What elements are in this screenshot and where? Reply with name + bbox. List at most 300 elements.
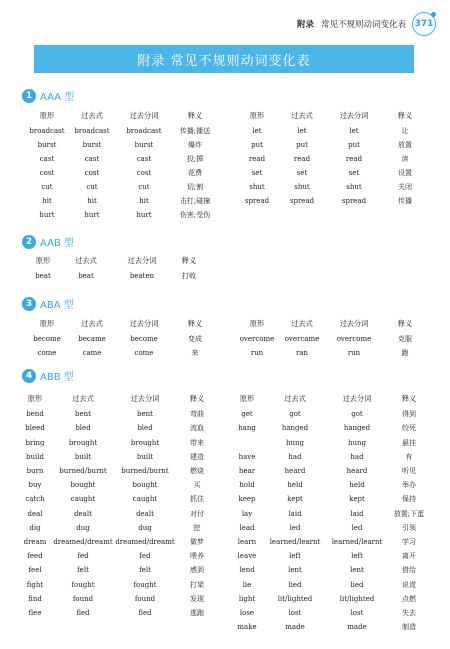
verb-past-participle: fought [133, 580, 157, 589]
verb-past-participle: beaten [129, 272, 155, 280]
verb-past-participle: dug [138, 523, 152, 532]
verb-past-tense: laid [288, 509, 302, 518]
verb-past-tense: bent [75, 410, 91, 419]
verb-meaning: 打败 [182, 272, 196, 280]
verb-meaning: 制造 [402, 623, 416, 632]
verb-meaning: 读 [401, 155, 409, 163]
verb-row [230, 407, 430, 421]
column-header: 过去分词 [130, 394, 160, 404]
verb-meaning: 来 [191, 349, 199, 357]
verb-past-tense: broadcast [74, 127, 110, 135]
verb-base-form [230, 436, 264, 450]
verb-row [18, 421, 218, 435]
verb-base-form: broadcast [29, 127, 65, 135]
verb-past-tense: beat [78, 272, 94, 280]
verb-base-form: fight [26, 580, 44, 589]
verb-row [230, 535, 430, 549]
table-aba-left [28, 316, 220, 360]
verb-meaning: 听见 [402, 467, 416, 476]
verb-meaning: 保持 [402, 495, 416, 504]
section-label: ABA 型 [40, 300, 74, 311]
verb-meaning: 爆炸 [188, 141, 202, 149]
verb-past-participle: set [348, 169, 360, 177]
section-number: 2 [22, 235, 36, 249]
verb-row [28, 152, 220, 166]
verb-meaning: 得到 [402, 410, 416, 419]
column-header: 原形 [249, 319, 265, 328]
verb-past-tense: found [72, 594, 94, 603]
verb-base-form: cast [39, 155, 55, 163]
verb-meaning: 关闭 [398, 183, 412, 191]
verb-row [230, 478, 430, 492]
verb-meaning: 学习 [402, 537, 416, 546]
verb-row [230, 549, 430, 563]
verb-row [230, 450, 430, 464]
verb-past-tense: lit/lighted [277, 594, 313, 603]
verb-row [18, 492, 218, 506]
verb-meaning: 传播 [398, 197, 412, 205]
verb-past-participle: lost [350, 608, 364, 617]
table-aba-right [238, 316, 430, 360]
verb-past-participle: overcome [336, 335, 372, 343]
verb-base-form: spread [244, 197, 270, 205]
verb-base-form: burn [26, 467, 44, 476]
verb-row [28, 194, 220, 208]
section-title-3 [22, 296, 74, 311]
verb-row [28, 269, 208, 283]
column-header: 原形 [39, 319, 55, 328]
verb-past-tense: burst [82, 141, 102, 149]
header-title: 常见不规则动词变化表 [320, 20, 406, 30]
table-header-row [230, 391, 430, 407]
column-header: 过去分词 [129, 111, 159, 120]
verb-past-tense: cost [84, 169, 100, 177]
verb-meaning: 放置 [398, 141, 412, 149]
verb-past-participle: run [347, 349, 361, 357]
verb-meaning: 有 [405, 452, 413, 461]
verb-row [28, 332, 220, 346]
verb-meaning: 绞死 [402, 424, 416, 433]
verb-past-tense: brought [68, 438, 98, 447]
verb-base-form: leave [237, 552, 257, 561]
column-header: 释义 [397, 319, 413, 328]
verb-row [18, 478, 218, 492]
verb-meaning: 燃烧 [190, 467, 204, 476]
verb-past-tense: hurt [84, 211, 100, 219]
verb-base-form: set [251, 169, 263, 177]
verb-past-participle: lent [350, 566, 364, 575]
verb-row [18, 577, 218, 591]
verb-past-tense: read [293, 155, 311, 163]
column-header: 过去分词 [127, 256, 157, 265]
verb-row [18, 507, 218, 521]
verb-base-form: lose [239, 608, 255, 617]
verb-base-form: dream [23, 537, 47, 546]
verb-base-form: read [248, 155, 266, 163]
verb-base-form: come [37, 349, 57, 357]
column-header: 释义 [181, 256, 197, 265]
verb-past-participle: heard [346, 467, 368, 476]
verb-meaning: 喂养 [190, 552, 204, 561]
table-header-row [238, 316, 430, 332]
verb-base-form: run [250, 349, 264, 357]
verb-base-form: shut [249, 183, 265, 191]
verb-base-form: lead [239, 523, 255, 532]
verb-row [238, 194, 430, 208]
column-header: 原形 [239, 394, 255, 404]
verb-past-tense: dreamed/dreamt [53, 537, 113, 546]
verb-meaning: 引领 [402, 523, 416, 532]
verb-row [230, 507, 430, 521]
badge-dot [431, 12, 436, 17]
verb-past-tense: learned/learnt [269, 537, 321, 546]
section-title-1 [22, 88, 74, 103]
verb-base-form: cost [39, 169, 55, 177]
verb-base-form: become [33, 335, 61, 343]
section-title-4 [22, 368, 74, 383]
column-header: 原形 [249, 111, 265, 120]
verb-meaning: 对付 [190, 509, 204, 518]
verb-row [238, 332, 430, 346]
verb-base-form: hurt [39, 211, 55, 219]
verb-meaning: 设置 [398, 169, 412, 177]
verb-base-form: hold [239, 481, 255, 490]
verb-base-form: get [241, 410, 253, 419]
verb-past-participle: hurt [136, 211, 152, 219]
verb-base-form: bleed [25, 424, 45, 433]
verb-past-tense: became [78, 335, 106, 343]
verb-meaning: 借给 [402, 566, 416, 575]
verb-row [230, 577, 430, 591]
column-header: 过去式 [284, 394, 306, 404]
verb-base-form: dig [29, 523, 41, 532]
section-label: ABB 型 [40, 372, 74, 383]
verb-row [18, 464, 218, 478]
verb-past-participle: let [349, 127, 359, 135]
verb-past-tense: got [289, 410, 301, 419]
page-header [297, 12, 436, 36]
verb-row [18, 535, 218, 549]
verb-past-participle: bought [132, 481, 158, 490]
verb-base-form: bring [25, 438, 45, 447]
verb-past-tense: bought [70, 481, 96, 490]
verb-base-form: lie [242, 580, 252, 589]
table-header-row [28, 253, 208, 269]
section-label: AAB 型 [40, 238, 74, 249]
verb-base-form: lend [239, 566, 255, 575]
column-header: 原形 [39, 111, 55, 120]
verb-base-form: light [238, 594, 256, 603]
verb-base-form: hit [42, 197, 52, 205]
verb-row [230, 563, 430, 577]
verb-meaning: 悬挂 [402, 438, 416, 447]
verb-meaning: 击打;碰撞 [179, 197, 211, 205]
verb-past-tense: dug [76, 523, 90, 532]
verb-row [28, 138, 220, 152]
column-header: 原形 [35, 256, 51, 265]
verb-past-tense: fed [77, 552, 89, 561]
section-number: 1 [22, 89, 36, 103]
verb-meaning: 传播;播送 [179, 127, 211, 135]
verb-past-tense: had [288, 452, 302, 461]
verb-past-tense: hanged [281, 424, 309, 433]
verb-row [238, 152, 430, 166]
verb-meaning: 投;掷 [186, 155, 204, 163]
verb-past-participle: come [134, 349, 154, 357]
verb-meaning: 失去 [402, 608, 416, 617]
verb-row [230, 592, 430, 606]
verb-base-form: let [252, 127, 262, 135]
verb-past-participle: broadcast [126, 127, 162, 135]
verb-past-tense: heard [284, 467, 306, 476]
verb-row [28, 208, 220, 222]
table-header-row [28, 108, 220, 124]
verb-past-participle: felt [139, 566, 151, 575]
verb-past-tense: fought [71, 580, 95, 589]
verb-meaning: 举办 [402, 481, 416, 490]
verb-past-participle: cut [138, 183, 150, 191]
verb-base-form: put [251, 141, 263, 149]
verb-row [238, 180, 430, 194]
table-header-row [28, 316, 220, 332]
verb-row [28, 166, 220, 180]
verb-row [18, 407, 218, 421]
verb-base-form: have [238, 452, 256, 461]
verb-row [28, 180, 220, 194]
verb-past-tense: bled [75, 424, 91, 433]
verb-row [28, 124, 220, 138]
verb-row [230, 521, 430, 535]
verb-past-participle: bent [137, 410, 153, 419]
verb-past-participle: laid [350, 509, 364, 518]
verb-past-participle: made [347, 623, 367, 632]
verb-base-form: overcome [239, 335, 275, 343]
table-abb-right [230, 391, 430, 634]
verb-past-participle: dreamed/dreamt [115, 537, 175, 546]
column-header: 释义 [189, 394, 205, 404]
section-number: 3 [22, 297, 36, 311]
page-number-badge [412, 12, 436, 36]
verb-base-form: burst [37, 141, 57, 149]
column-header: 过去式 [291, 319, 313, 328]
verb-past-tense: hung [285, 438, 304, 447]
verb-past-participle: become [130, 335, 158, 343]
column-header: 释义 [397, 111, 413, 120]
verb-meaning: 买 [193, 481, 201, 490]
verb-past-participle: cost [136, 169, 152, 177]
column-header: 过去式 [81, 319, 103, 328]
verb-past-participle: dealt [136, 509, 154, 518]
verb-row [18, 563, 218, 577]
column-header: 释义 [401, 394, 417, 404]
verb-row [18, 450, 218, 464]
verb-past-participle: cast [136, 155, 152, 163]
verb-meaning: 带来 [190, 438, 204, 447]
verb-meaning: 说谎 [402, 580, 416, 589]
verb-meaning: 跑 [401, 349, 409, 357]
verb-meaning: 变成 [188, 335, 202, 343]
verb-row [28, 346, 220, 360]
verb-base-form: lay [241, 509, 253, 518]
verb-base-form: cut [41, 183, 53, 191]
verb-past-tense: lent [288, 566, 302, 575]
verb-meaning: 发现 [190, 594, 204, 603]
verb-past-tense: cast [84, 155, 100, 163]
verb-past-participle: brought [130, 438, 160, 447]
verb-row [230, 620, 430, 634]
verb-base-form: catch [25, 495, 45, 504]
verb-base-form: make [237, 623, 257, 632]
verb-past-tense: lied [288, 580, 302, 589]
verb-past-participle: burned/burnt [121, 467, 169, 476]
verb-past-tense: kept [287, 495, 303, 504]
column-header: 过去式 [81, 111, 103, 120]
verb-past-tense: felt [77, 566, 89, 575]
verb-past-participle: lit/lighted [339, 594, 375, 603]
verb-past-participle: lied [350, 580, 364, 589]
verb-meaning: 做梦 [190, 537, 204, 546]
verb-base-form: keep [238, 495, 256, 504]
verb-meaning: 挖 [193, 523, 201, 532]
verb-past-tense: hit [87, 197, 97, 205]
page-number: 371 [414, 19, 434, 29]
verb-meaning: 让 [401, 127, 409, 135]
verb-past-participle: put [348, 141, 360, 149]
section-label: AAA 型 [40, 92, 75, 103]
table-aaa-left [28, 108, 220, 222]
verb-past-participle: bled [137, 424, 153, 433]
column-header: 过去式 [72, 394, 94, 404]
verb-row [230, 606, 430, 620]
verb-past-tense: shut [294, 183, 310, 191]
verb-past-tense: overcame [284, 335, 320, 343]
verb-past-participle: led [351, 523, 363, 532]
verb-meaning: 感到 [190, 566, 204, 575]
verb-past-tense: led [289, 523, 301, 532]
verb-past-participle: found [134, 594, 156, 603]
verb-meaning: 逃跑 [190, 608, 204, 617]
verb-past-participle: shut [346, 183, 362, 191]
verb-past-participle: hit [139, 197, 149, 205]
verb-base-form: hang [238, 424, 256, 433]
verb-meaning: 打架 [190, 580, 204, 589]
verb-past-tense: cut [86, 183, 98, 191]
verb-past-participle: read [345, 155, 363, 163]
verb-base-form: find [28, 594, 42, 603]
verb-past-tense: let [297, 127, 307, 135]
verb-meaning: 离开 [402, 552, 416, 561]
verb-past-tense: ran [295, 349, 309, 357]
section-title-2 [22, 234, 74, 249]
verb-base-form: buy [28, 481, 42, 490]
page-banner: 附录 常见不规则动词变化表 [34, 45, 414, 73]
verb-base-form: feed [27, 552, 43, 561]
verb-past-participle: fed [139, 552, 151, 561]
column-header: 过去式 [75, 256, 97, 265]
verb-meaning: 花费 [188, 169, 202, 177]
column-header: 过去分词 [129, 319, 159, 328]
verb-row [18, 521, 218, 535]
verb-past-participle: left [351, 552, 363, 561]
verb-base-form: bend [26, 410, 44, 419]
verb-meaning: 建造 [190, 452, 204, 461]
verb-past-tense: held [287, 481, 303, 490]
verb-past-participle: fled [138, 608, 152, 617]
verb-past-tense: caught [70, 495, 96, 504]
verb-row [238, 138, 430, 152]
header-section: 附录 [296, 20, 314, 30]
table-header-row [18, 391, 218, 407]
table-aab [28, 253, 208, 283]
verb-meaning: 弯曲 [190, 410, 204, 419]
section-number: 4 [22, 369, 36, 383]
verb-past-participle: burst [134, 141, 154, 149]
verb-base-form: beat [35, 272, 51, 280]
column-header: 释义 [187, 319, 203, 328]
verb-row [238, 166, 430, 180]
verb-row [230, 421, 430, 435]
verb-base-form: build [26, 452, 44, 461]
verb-past-participle: had [350, 452, 364, 461]
verb-past-tense: built [74, 452, 92, 461]
verb-base-form: hear [238, 467, 256, 476]
verb-meaning: 抓住 [190, 495, 204, 504]
verb-past-tense: lost [288, 608, 302, 617]
verb-past-tense: dealt [74, 509, 92, 518]
verb-row [18, 549, 218, 563]
verb-meaning: 放置;下蛋 [393, 509, 425, 518]
verb-base-form: feel [28, 566, 42, 575]
column-header: 过去分词 [342, 394, 372, 404]
verb-past-participle: learned/learnt [331, 537, 383, 546]
verb-past-participle: hung [347, 438, 366, 447]
verb-meaning: 切;割 [186, 183, 204, 191]
verb-past-participle: hanged [343, 424, 371, 433]
verb-meaning: 点燃 [402, 594, 416, 603]
column-header: 过去分词 [339, 319, 369, 328]
verb-past-participle: got [351, 410, 363, 419]
verb-row [18, 436, 218, 450]
column-header: 过去分词 [339, 111, 369, 120]
table-header-row [238, 108, 430, 124]
verb-past-tense: spread [289, 197, 315, 205]
verb-base-form: flee [28, 608, 42, 617]
verb-row [230, 492, 430, 506]
verb-past-participle: caught [132, 495, 158, 504]
verb-row [230, 464, 430, 478]
verb-row [18, 606, 218, 620]
verb-row [238, 124, 430, 138]
verb-row [238, 346, 430, 360]
table-aaa-right [238, 108, 430, 208]
verb-past-tense: came [82, 349, 102, 357]
table-abb-left [18, 391, 218, 620]
verb-meaning: 流血 [190, 424, 204, 433]
verb-past-participle: spread [341, 197, 367, 205]
verb-past-participle: built [136, 452, 154, 461]
column-header: 过去式 [291, 111, 313, 120]
verb-base-form: learn [237, 537, 257, 546]
verb-row [18, 592, 218, 606]
header-text [297, 18, 406, 30]
verb-past-tense: made [285, 623, 305, 632]
column-header: 原形 [27, 394, 43, 404]
column-header: 释义 [187, 111, 203, 120]
verb-meaning: 克服 [398, 335, 412, 343]
verb-past-tense: fled [76, 608, 90, 617]
verb-past-tense: left [289, 552, 301, 561]
verb-meaning: 伤害;受伤 [179, 211, 211, 219]
